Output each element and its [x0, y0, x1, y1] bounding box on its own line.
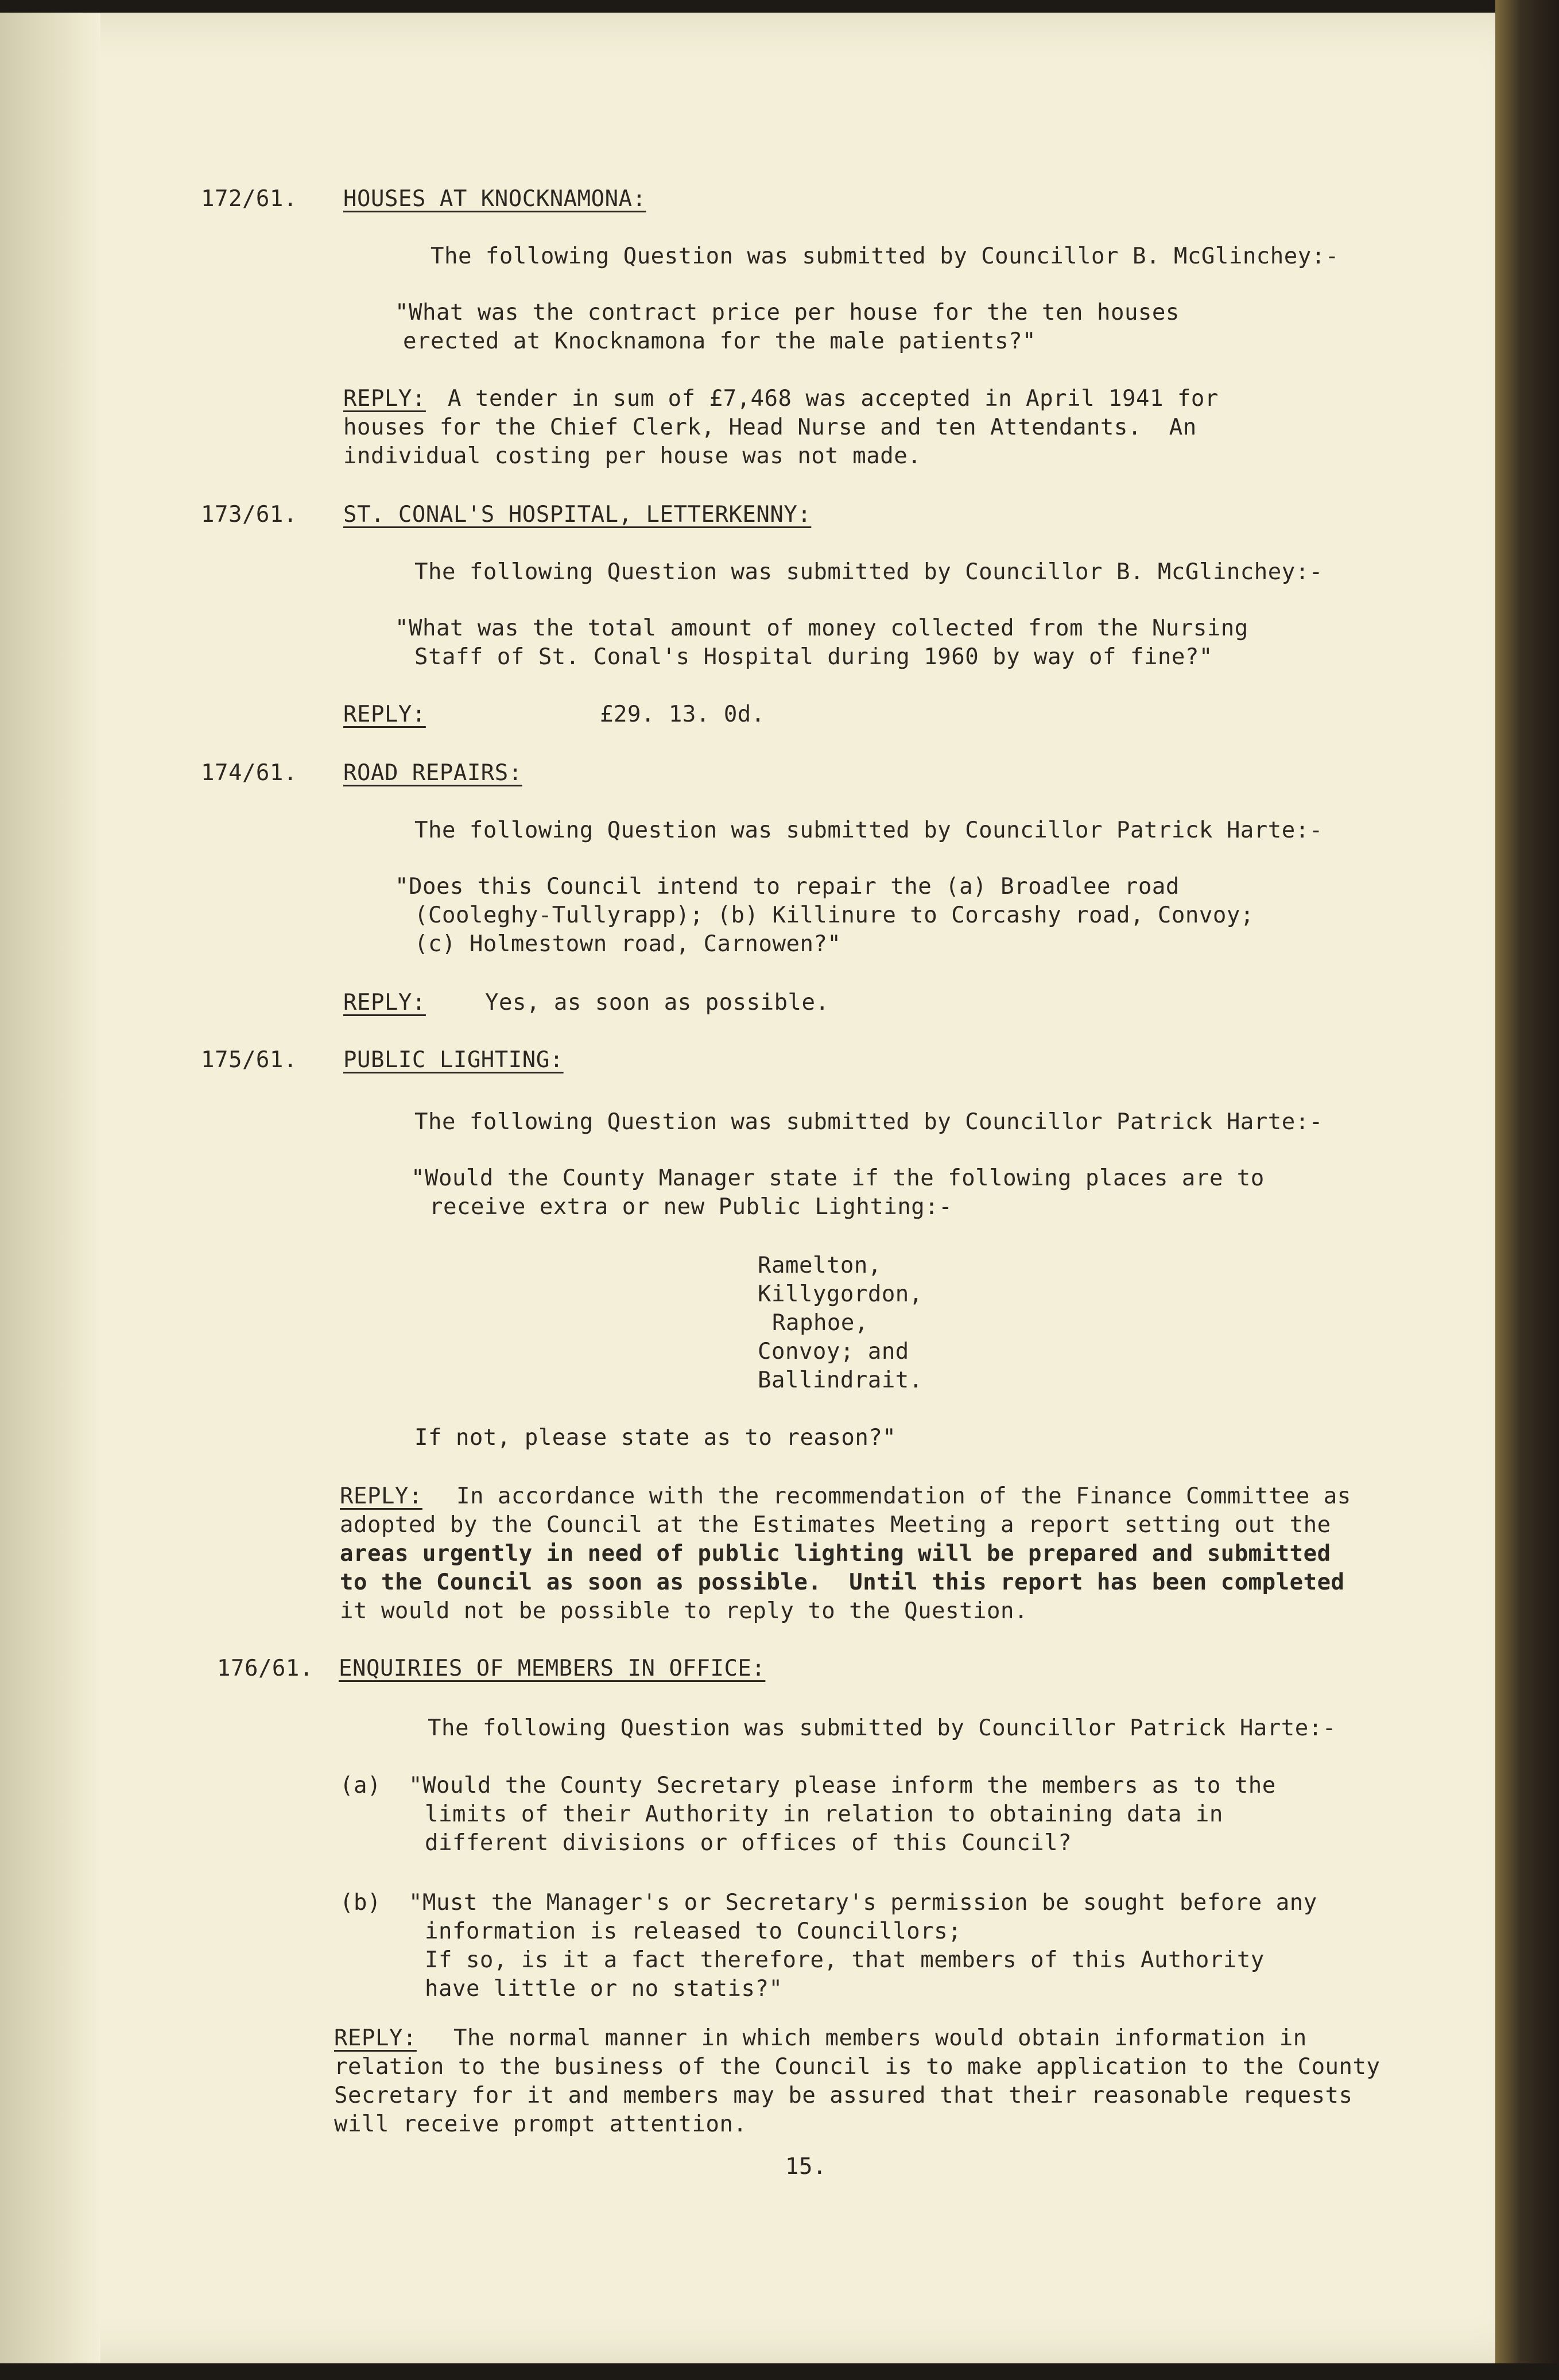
- item-heading: ST. CONAL'S HOSPITAL, LETTERKENNY:: [343, 502, 812, 528]
- question-part-label: (a): [340, 1773, 381, 1798]
- reply-line: The normal manner in which members would obtain information in: [453, 2025, 1307, 2051]
- question-line: "What was the contract price per house for the ten houses: [395, 300, 1180, 325]
- item-heading: ENQUIRIES OF MEMBERS IN OFFICE:: [339, 1656, 766, 1681]
- question-part-label: (b): [340, 1890, 381, 1916]
- place-name: Ramelton,: [758, 1253, 882, 1278]
- page-number: 15.: [785, 2154, 827, 2180]
- question-line: "Must the Manager's or Secretary's permission be sought before any: [409, 1890, 1317, 1916]
- reply-line: adopted by the Council at the Estimates Meeting a report setting out the: [340, 1512, 1331, 1538]
- item-heading: HOUSES AT KNOCKNAMONA:: [343, 186, 646, 212]
- item-heading: ROAD REPAIRS:: [343, 760, 522, 786]
- reply-line: individual costing per house was not made.: [343, 443, 922, 469]
- question-line: "Would the County Manager state if the following places are to: [411, 1165, 1265, 1191]
- question-line: "Would the County Secretary please inform the members as to the: [409, 1773, 1276, 1798]
- question-line: "Does this Council intend to repair the (a) Broadlee road: [395, 874, 1180, 900]
- question-line: limits of their Authority in relation to obtaining data in: [425, 1801, 1223, 1827]
- question-line: If so, is it a fact therefore, that members of this Authority: [425, 1947, 1265, 1973]
- item-number: 176/61.: [217, 1656, 313, 1681]
- reply-label: REPLY:: [343, 701, 426, 727]
- question-line: If not, please state as to reason?": [414, 1425, 897, 1451]
- reply-line: In accordance with the recommendation of the Finance Committee as: [456, 1483, 1351, 1509]
- book-spine: [1495, 0, 1559, 2380]
- reply-line: will receive prompt attention.: [334, 2111, 747, 2137]
- question-line: erected at Knocknamona for the male patients?": [403, 328, 1037, 354]
- item-number: 174/61.: [201, 760, 297, 786]
- question-line: receive extra or new Public Lighting:-: [429, 1194, 953, 1220]
- place-name: Killygordon,: [758, 1281, 923, 1307]
- question-line: information is released to Councillors;: [425, 1918, 962, 1944]
- item-number: 173/61.: [201, 502, 297, 528]
- question-line: have little or no statis?": [425, 1976, 783, 2002]
- reply-label: REPLY:: [334, 2025, 417, 2051]
- question-intro: The following Question was submitted by Councillor Patrick Harte:-: [414, 817, 1323, 843]
- reply-line: Yes, as soon as possible.: [485, 990, 829, 1015]
- place-name: Raphoe,: [772, 1310, 868, 1336]
- place-name: Ballindrait.: [758, 1367, 923, 1393]
- question-line: different divisions or offices of this Council?: [425, 1830, 1072, 1856]
- question-line: (Cooleghy-Tullyrapp); (b) Killinure to Corcashy road, Convoy;: [414, 902, 1254, 928]
- reply-line: to the Council as soon as possible. Until this report has been completed: [340, 1569, 1345, 1595]
- reply-line: Secretary for it and members may be assured that their reasonable requests: [334, 2083, 1353, 2108]
- question-intro: The following Question was submitted by Councillor Patrick Harte:-: [428, 1715, 1336, 1741]
- reply-line: A tender in sum of £7,468 was accepted in April 1941 for: [448, 386, 1219, 412]
- item-number: 175/61.: [201, 1047, 297, 1073]
- reply-label: REPLY:: [343, 990, 426, 1015]
- page-gutter-shadow: [0, 13, 100, 2363]
- item-heading: PUBLIC LIGHTING:: [343, 1047, 564, 1073]
- reply-line: houses for the Chief Clerk, Head Nurse and ten Attendants. An: [343, 414, 1197, 440]
- item-number: 172/61.: [201, 186, 297, 212]
- scan-top-edge: [0, 0, 1559, 13]
- scan-bottom-edge: [0, 2363, 1559, 2380]
- reply-line: areas urgently in need of public lighting will be prepared and submitted: [340, 1541, 1331, 1567]
- question-line: "What was the total amount of money collected from the Nursing: [395, 615, 1248, 641]
- reply-line: it would not be possible to reply to the Question.: [340, 1598, 1028, 1624]
- question-intro: The following Question was submitted by Councillor Patrick Harte:-: [414, 1109, 1323, 1135]
- reply-line: relation to the business of the Council is to make application to the County: [334, 2054, 1380, 2080]
- reply-label: REPLY:: [340, 1483, 422, 1509]
- place-name: Convoy; and: [758, 1339, 909, 1365]
- reply-line: £29. 13. 0d.: [600, 701, 765, 727]
- question-line: (c) Holmestown road, Carnowen?": [414, 931, 841, 957]
- question-intro: The following Question was submitted by Councillor B. McGlinchey:-: [431, 243, 1339, 269]
- reply-label: REPLY:: [343, 386, 426, 412]
- question-line: Staff of St. Conal's Hospital during 1960 by way of fine?": [414, 644, 1213, 670]
- question-intro: The following Question was submitted by Councillor B. McGlinchey:-: [414, 559, 1323, 585]
